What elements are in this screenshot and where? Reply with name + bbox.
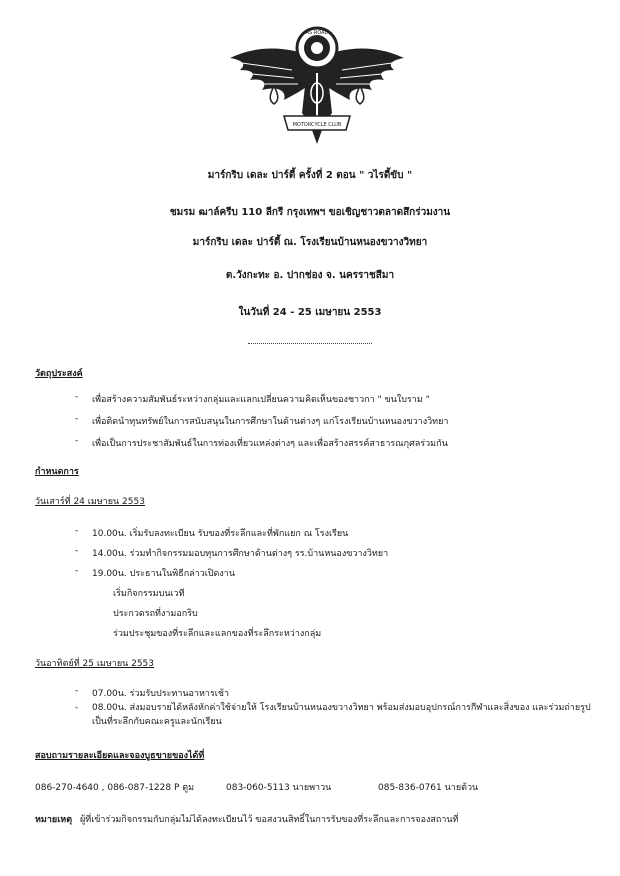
bullet-dash: - — [75, 392, 79, 402]
contact-entry: 085-836-0761 นายต้วน — [378, 783, 479, 793]
schedule-item: 14.00น. ร่วมทำกิจกรรมมอบทุนการศึกษาด้านต่างๆ รร.บ้านหนองขวางวิทยา — [92, 549, 389, 559]
note-text: ผู้ที่เข้าร่วมกิจกรรมกับกลุ่มไม่ได้ลงทะเบียนไว้ ขอสงวนสิทธิ์ในการรับของที่ระลึกและการจองสถานที่ — [80, 815, 459, 825]
schedule-item: 07.00น. ร่วมรับประทานอาหารเช้า — [92, 689, 230, 699]
day2-date: วันอาทิตย์ที่ 25 เมษายน 2553 — [35, 659, 155, 669]
contact-entry: 083-060-5113 นายพาวน — [226, 783, 332, 793]
contact-title: สอบถามรายละเอียดและจองบูธขายของได้ที่ — [35, 751, 205, 761]
header-line-5: ในวันที่ 24 - 25 เมษายน 2553 — [238, 307, 382, 318]
eagle-emblem-logo — [222, 18, 412, 148]
logo-text-bottom: MOTORCYCLE CLUB — [292, 122, 342, 128]
objective-item: เพื่อติดนำทุนทรัพย์ในการสนับสนุนในการศึกษาในด้านต่างๆ แก่โรงเรียนบ้านหนองขวางวิทยา — [92, 417, 449, 427]
bullet-dash: - — [75, 703, 79, 713]
header-line-3: มาร์กริบ เดละ ปาร์ตี้ ณ. โรงเรียนบ้านหนองขวางวิทยา — [192, 237, 428, 248]
schedule-item: 08.00น. ส่งมอบรายได้หลังหักค่าใช้จ่ายให้ โรงเรียนบ้านหนองขวางวิทยา พร้อมส่งมอบอุปกรณ์การกีฬาและสิ่งของ และร่วมถ่ายรูปเป็นที่ระลึกกับคณะครูและนักเรียน — [92, 703, 591, 727]
header-line-2: ชมรม ฒาล์ครีบ 110 ลีกรี กรุงเทพฯ ขอเชิญชาวตลาดสึกร่วมงาน — [169, 207, 451, 218]
bullet-dash: - — [75, 546, 79, 556]
schedule-item: 10.00น. เริ่มรับลงทะเบียน รับของที่ระลึกและที่พักแยก ณ โรงเรียน — [92, 529, 349, 539]
bullet-dash: - — [75, 686, 79, 696]
schedule-sub-item: ประกวดรถที่งามอกริบ — [113, 609, 198, 619]
bullet-dash: - — [75, 566, 79, 576]
bullet-dash: - — [75, 414, 79, 424]
note-label: หมายเหตุ — [35, 815, 73, 825]
bullet-dash: - — [75, 526, 79, 536]
objective-item: เพื่อสร้างความสัมพันธ์ระหว่างกลุ่มและแลกเปลี่ยนความคิดเห็นของชาวกา " ขนใบราม " — [92, 395, 430, 405]
objectives-title: วัตถุประสงค์ — [35, 369, 83, 379]
logo-text-top: AS ROAD — [305, 30, 329, 36]
dotted-divider — [248, 343, 372, 344]
header-line-4: ต.วังกะทะ อ. ปากช่อง จ. นครราชสีมา — [225, 270, 395, 281]
day1-date: วันเสาร์ที่ 24 เมษายน 2553 — [35, 497, 145, 507]
contact-entry: 086-270-4640 , 086-087-1228 P ตูม — [35, 783, 195, 793]
schedule-title: กำหนดการ — [35, 467, 79, 477]
schedule-sub-item: ร่วมประชุมของที่ระลึกและแลกของที่ระลึกระหว่างกลุ่ม — [113, 629, 322, 639]
schedule-item: 19.00น. ประธานในพิธีกล่าวเปิดงาน — [92, 569, 235, 579]
bullet-dash: - — [75, 436, 79, 446]
schedule-sub-item: เริ่มกิจกรรมบนเวที — [113, 589, 185, 599]
header-line-1: มาร์กริบ เดละ ปาร์ตี้ ครั้งที่ 2 ตอน " วไรดี้ขับ " — [207, 170, 413, 181]
objective-item: เพื่อเป็นการประชาสัมพันธ์ในการท่องเที่ยวแหล่งต่างๆ และเพื่อสร้างสรรค์สาธารณกุศลร่วมกัน — [92, 439, 448, 449]
